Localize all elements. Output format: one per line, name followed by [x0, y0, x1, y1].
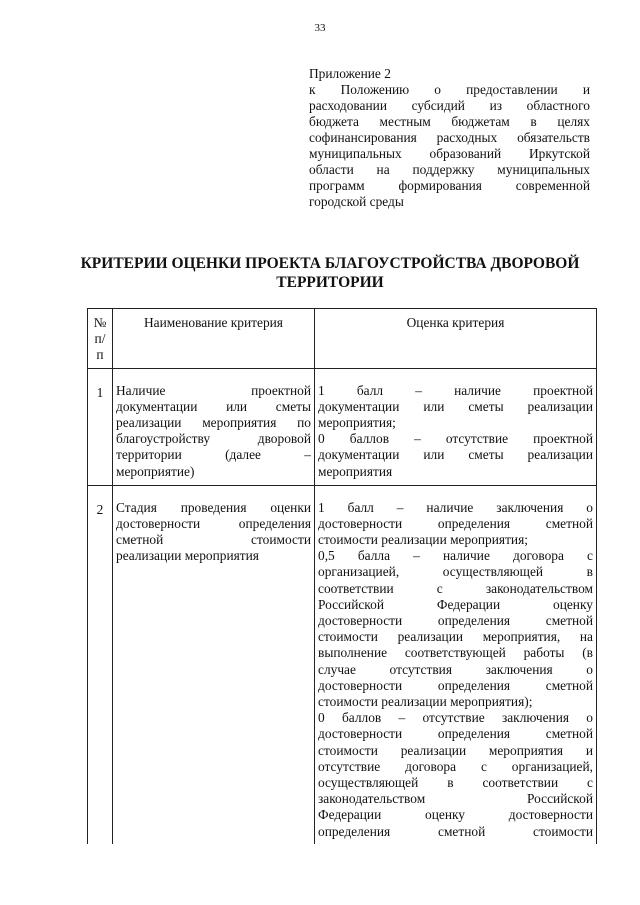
cell-line: 0,5 балла – наличие договора с [318, 548, 593, 564]
cell-line: документации или сметы реализации [318, 398, 593, 414]
cell-line: реализации мероприятия [116, 548, 259, 564]
appendix-line: городской среды [309, 194, 404, 209]
criteria-table [87, 308, 597, 844]
appendix-line: расходовании субсидий из областного [309, 98, 590, 113]
cell-line: 0 баллов – отсутствие заключения о [318, 710, 593, 726]
cell-line: Стадия проведения оценки [116, 499, 311, 515]
title-line: ТЕРРИТОРИИ [276, 274, 384, 291]
cell-line: документации или сметы реализации [318, 447, 593, 463]
cell-line: Российской Федерации оценку [318, 596, 593, 612]
cell-line: Федерации оценку достоверности [318, 807, 593, 823]
cell-line: достоверности определения [116, 515, 311, 531]
cell-line: организацией, осуществляющей в [318, 564, 593, 580]
cell-line: сметной стоимости [116, 532, 311, 548]
row-number: 2 [88, 485, 113, 844]
cell-line: достоверности определения сметной [318, 677, 593, 693]
cell-line: документации или сметы [116, 398, 311, 414]
cell-line: стоимости реализации мероприятия); [318, 694, 533, 710]
cell-line: стоимости реализации мероприятия; [318, 532, 528, 548]
cell-line: 0 баллов – отсутствие проектной [318, 431, 593, 447]
title-line: КРИТЕРИИ ОЦЕНКИ ПРОЕКТА БЛАГОУСТРОЙСТВА ДВОРОВОЙ [80, 255, 580, 272]
cell-line: законодательством Российской [318, 791, 593, 807]
evaluation-cell [315, 368, 597, 485]
cell-line: мероприятия; [318, 415, 396, 431]
appendix-line: программ формирования современной [309, 178, 590, 193]
cell-line: достоверности определения сметной [318, 726, 593, 742]
evaluation-cell [315, 485, 597, 844]
appendix-header [309, 66, 590, 210]
cell-line: территории (далее – [116, 447, 311, 463]
cell-line: определения сметной стоимости [318, 823, 593, 839]
cell-line: 1 балл – наличие проектной [318, 382, 593, 398]
appendix-line: муниципальных образований Иркутской [309, 146, 590, 161]
cell-line: стоимости реализации мероприятия и [318, 742, 593, 758]
appendix-line: Приложение 2 [309, 66, 391, 81]
criterion-cell [113, 485, 315, 844]
cell-line: реализации мероприятия по [116, 415, 311, 431]
header-number-line: № [93, 315, 107, 330]
page-number: 33 [314, 22, 326, 34]
criterion-cell [113, 368, 315, 485]
appendix-line: к Положению о предоставлении и [309, 82, 590, 97]
table-row [88, 368, 597, 485]
appendix-line: бюджета местным бюджетам в целях [309, 114, 590, 129]
cell-line: отсутствие договора с организацией, [318, 758, 593, 774]
header-criterion: Наименование критерия [113, 309, 315, 369]
appendix-line: софинансирования расходных обязательств [309, 130, 590, 145]
cell-line: Наличие проектной [116, 382, 311, 398]
table-row [88, 485, 597, 844]
header-number [88, 309, 113, 369]
cell-line: достоверности определения сметной [318, 613, 593, 629]
cell-line: мероприятие) [116, 463, 195, 479]
cell-line: стоимости реализации мероприятия, на [318, 629, 593, 645]
cell-line: выполнение соответствующей работы (в [318, 645, 593, 661]
table-header-row [88, 309, 597, 369]
cell-line: достоверности определения сметной [318, 515, 593, 531]
row-number: 1 [88, 368, 113, 485]
cell-line: осуществляющей в соответствии с [318, 775, 593, 791]
document-title [60, 254, 600, 292]
header-number-line: п/п [94, 331, 106, 363]
cell-line: случае отсутствия заключения о [318, 661, 593, 677]
cell-line: благоустройству дворовой [116, 431, 311, 447]
cell-line: соответствии с законодательством [318, 580, 593, 596]
cell-line: 1 балл – наличие заключения о [318, 499, 593, 515]
cell-line: мероприятия [318, 463, 393, 479]
appendix-line: области на поддержку муниципальных [309, 162, 590, 177]
header-evaluation: Оценка критерия [315, 309, 597, 369]
